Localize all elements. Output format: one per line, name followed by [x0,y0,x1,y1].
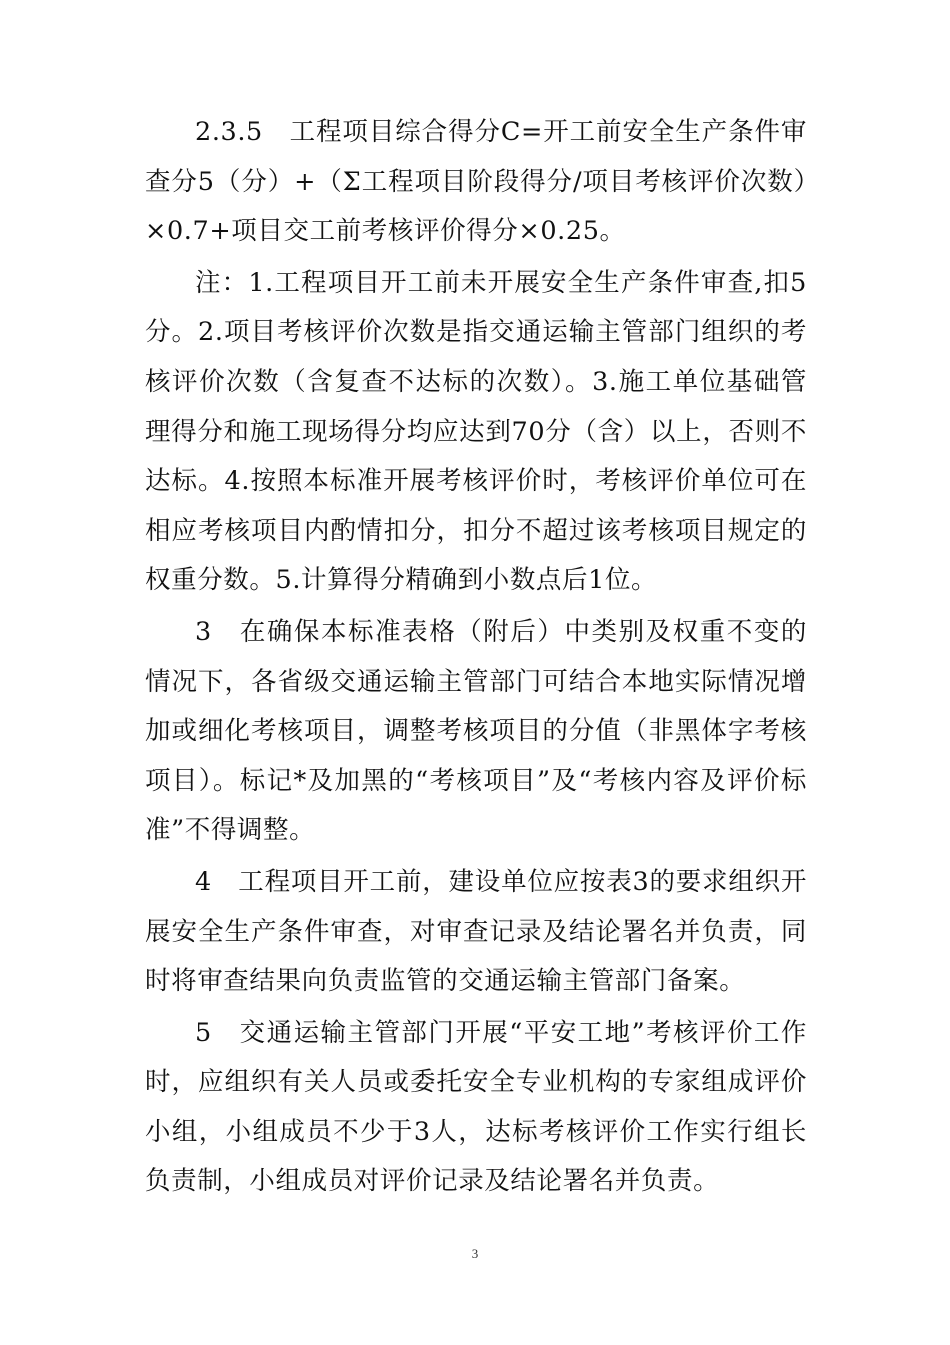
document-body [145,108,807,1209]
paragraph-2-3-5: 2.3.5 工程项目综合得分C=开工前安全生产条件审查分5（分）+（Σ工程项目阶段得分/项目考核评价次数）×0.7+项目交工前考核评价得分×0.25。 [145,117,807,247]
paragraph-4: 4 工程项目开工前，建设单位应按表3的要求组织开展安全生产条件审查，对审查记录及结论署名并负责，同时将审查结果向负责监管的交通运输主管部门备案。 [145,866,807,997]
paragraph-3: 3 在确保本标准表格（附后）中类别及权重不变的情况下，各省级交通运输主管部门可结合本地实际情况增加或细化考核项目，调整考核项目的分值（非黑体字考核项目）。标记*及加黑的“考核项目”及“考核内容及评价标准”不得调整。 [145,616,807,846]
paragraph-5: 5 交通运输主管部门开展“平安工地”考核评价工作时，应组织有关人员或委托安全专业机构的专家组成评价小组，小组成员不少于3人，达标考核评价工作实行组长负责制，小组成员对评价记录及结论署名并负责。 [145,1017,807,1197]
paragraph-notes: 注：1.工程项目开工前未开展安全生产条件审查,扣5分。2.项目考核评价次数是指交通运输主管部门组织的考核评价次数（含复查不达标的次数）。3.施工单位基础管理得分和施工现场得分均应达到70分（含）以上，否则不达标。4.按照本标准开展考核评价时，考核评价单位可在相应考核项目内酌情扣分，扣分不超过该考核项目规定的权重分数。5.计算得分精确到小数点后1位。 [145,267,807,596]
page-number: 3 [471,1246,479,1261]
